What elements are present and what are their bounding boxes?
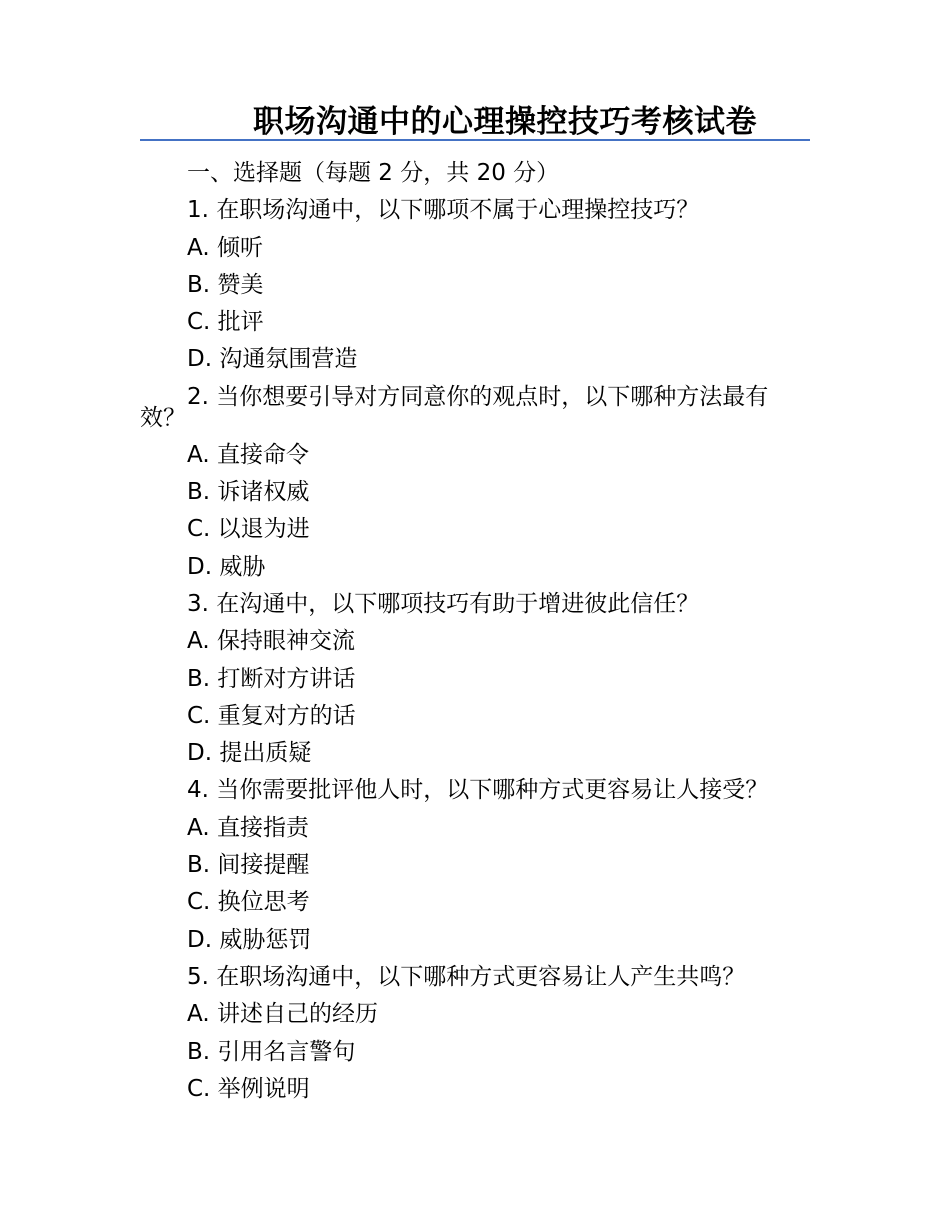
- option-line: C. 换位思考: [187, 889, 310, 916]
- option-line: B. 间接提醒: [187, 852, 310, 879]
- option-line: D. 威胁惩罚: [187, 926, 312, 953]
- question-4: 4. 当你需要批评他人时，以下哪种方式更容易让人接受？: [187, 777, 769, 804]
- option-line: A. 直接命令: [187, 441, 309, 468]
- option-line: C. 重复对方的话: [187, 702, 356, 729]
- question-1: 1. 在职场沟通中，以下哪项不属于心理操控技巧？: [187, 197, 700, 224]
- option-line: A. 倾听: [187, 234, 263, 261]
- option-line: C. 举例说明: [187, 1075, 310, 1102]
- option-line: B. 赞美: [187, 271, 264, 298]
- option-line: A. 保持眼神交流: [187, 628, 355, 655]
- option-line: B. 诉诸权威: [187, 479, 310, 506]
- document-title: 职场沟通中的心理操控技巧考核试卷: [253, 104, 757, 140]
- option-line: D. 威胁: [187, 553, 266, 580]
- option-line: B. 引用名言警句: [187, 1038, 356, 1065]
- question-2: 2. 当你想要引导对方同意你的观点时，以下哪种方法最有效？: [140, 383, 769, 431]
- option-line: D. 沟通氛围营造: [187, 346, 358, 373]
- title-underline: [140, 139, 810, 141]
- option-line: A. 直接指责: [187, 814, 309, 841]
- option-line: A. 讲述自己的经历: [187, 1001, 378, 1028]
- question-5: 5. 在职场沟通中，以下哪种方式更容易让人产生共鸣？: [187, 963, 746, 990]
- section-heading: 一、选择题（每题 2 分，共 20 分）: [187, 160, 560, 186]
- option-line: B. 打断对方讲话: [187, 665, 356, 692]
- question-3: 3. 在沟通中，以下哪项技巧有助于增进彼此信任？: [187, 590, 700, 617]
- option-line: D. 提出质疑: [187, 740, 312, 767]
- option-line: C. 以退为进: [187, 516, 310, 543]
- option-line: C. 批评: [187, 309, 264, 336]
- exam-content: [140, 155, 810, 1108]
